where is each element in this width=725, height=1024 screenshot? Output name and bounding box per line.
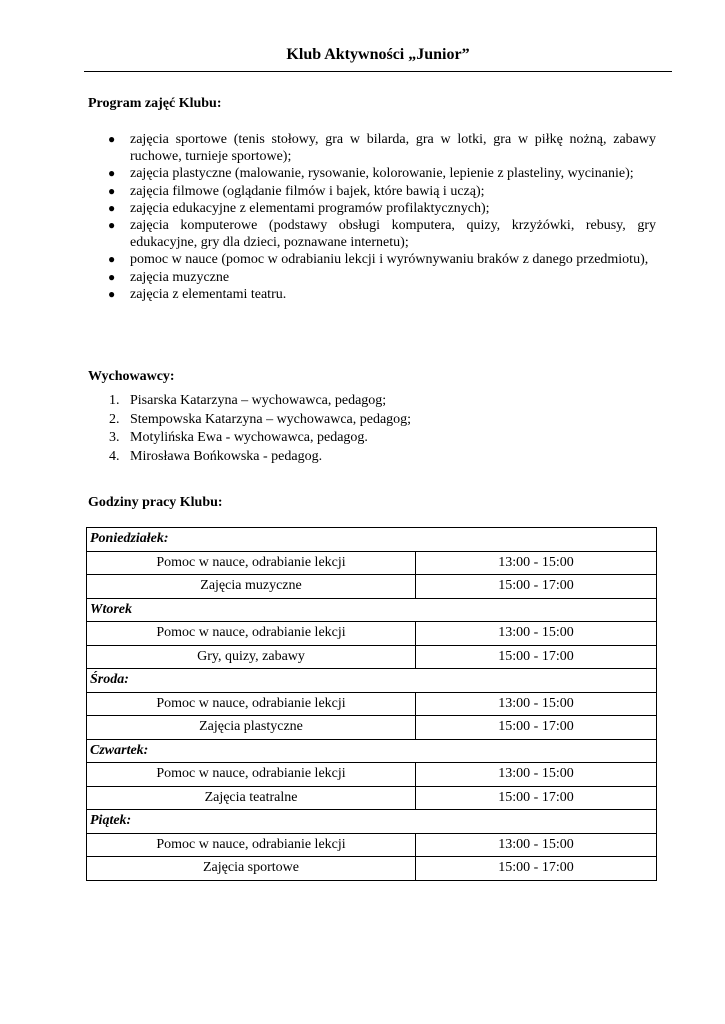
day-cell: Poniedziałek: [87,528,657,552]
bullet-icon: ● [108,269,116,284]
bullet-icon: ● [108,200,116,215]
activity-cell: Zajęcia teatralne [87,786,416,810]
table-row [87,786,657,810]
day-cell: Czwartek: [87,739,657,763]
bullet-icon: ● [108,286,116,301]
bullet-icon: ● [108,132,116,146]
time-cell: 15:00 - 17:00 [416,645,657,669]
bullet-icon: ● [108,252,116,267]
table-row [87,833,657,857]
list-item: 3. Motylińska Ewa - wychowawca, pedagog. [109,430,368,445]
staff-list [88,392,656,466]
bullet-icon: ● [108,183,116,198]
activity-cell: Zajęcia sportowe [87,857,416,881]
activity-cell: Pomoc w nauce, odrabianie lekcji [87,692,416,716]
list-item: ● zajęcia muzyczne [108,269,230,285]
time-cell: 15:00 - 17:00 [416,857,657,881]
activity-cell: Pomoc w nauce, odrabianie lekcji [87,622,416,646]
table-row [87,716,657,740]
table-row [87,575,657,599]
table-row [87,857,657,881]
activity-cell: Gry, quizy, zabawy [87,645,416,669]
list-item: ● zajęcia edukacyjne z elementami programów profilaktycznych); [108,200,490,216]
schedule-table [86,527,657,881]
activity-cell: Pomoc w nauce, odrabianie lekcji [87,833,416,857]
day-cell: Środa: [87,669,657,693]
table-row [87,622,657,646]
title-rule [84,71,672,72]
bullet-icon: ● [108,218,116,233]
time-cell: 15:00 - 17:00 [416,786,657,810]
program-list [88,131,656,303]
table-row-day [87,739,657,763]
time-cell: 15:00 - 17:00 [416,575,657,599]
table-row [87,763,657,787]
time-cell: 13:00 - 15:00 [416,692,657,716]
activity-cell: Zajęcia plastyczne [87,716,416,740]
bullet-icon: ● [108,166,116,181]
table-row-day [87,669,657,693]
table-row [87,692,657,716]
day-cell: Piątek: [87,810,657,834]
activity-cell: Pomoc w nauce, odrabianie lekcji [87,551,416,575]
time-cell: 15:00 - 17:00 [416,716,657,740]
activity-cell: Zajęcia muzyczne [87,575,416,599]
list-item: 4. Mirosława Bońkowska - pedagog. [109,448,323,464]
day-cell: Wtorek [87,598,657,622]
hours-heading: Godziny pracy Klubu: [88,495,223,510]
time-cell: 13:00 - 15:00 [416,763,657,787]
list-item: 2. Stempowska Katarzyna – wychowawca, pedagog; [109,411,412,427]
table-row-day [87,528,657,552]
program-heading: Program zajęć Klubu: [88,96,222,111]
staff-heading: Wychowawcy: [88,369,175,384]
list-item: ● zajęcia filmowe (oglądanie filmów i bajek, które bawią i uczą); [108,183,485,199]
time-cell: 13:00 - 15:00 [416,622,657,646]
list-item: ● pomoc w nauce (pomoc w odrabianiu lekcji i wyrównywaniu braków z danego przedmiotu), [108,252,649,268]
list-item: ● zajęcia plastyczne (malowanie, rysowanie, kolorowanie, lepienie z plasteliny, wycinanie); [108,166,634,182]
table-row [87,645,657,669]
activity-cell: Pomoc w nauce, odrabianie lekcji [87,763,416,787]
table-row-day [87,598,657,622]
table-row [87,551,657,575]
document-title: Klub Aktywności „Junior” [286,46,470,63]
table-row-day [87,810,657,834]
list-item: ● zajęcia komputerowe (podstawy obsługi komputera, quizy, krzyżówki, rebusy, gry edukacyjne, gry dla dzieci, poznawane internetu); [108,218,656,251]
time-cell: 13:00 - 15:00 [416,551,657,575]
list-item: ● zajęcia z elementami teatru. [108,286,287,302]
list-item: 1. Pisarska Katarzyna – wychowawca, pedagog; [109,393,387,408]
list-item: ● zajęcia sportowe (tenis stołowy, gra w bilarda, gra w lotki, gra w piłkę nożną, zabawy ruchowe, turnieje sportowe); [108,132,656,165]
time-cell: 13:00 - 15:00 [416,833,657,857]
